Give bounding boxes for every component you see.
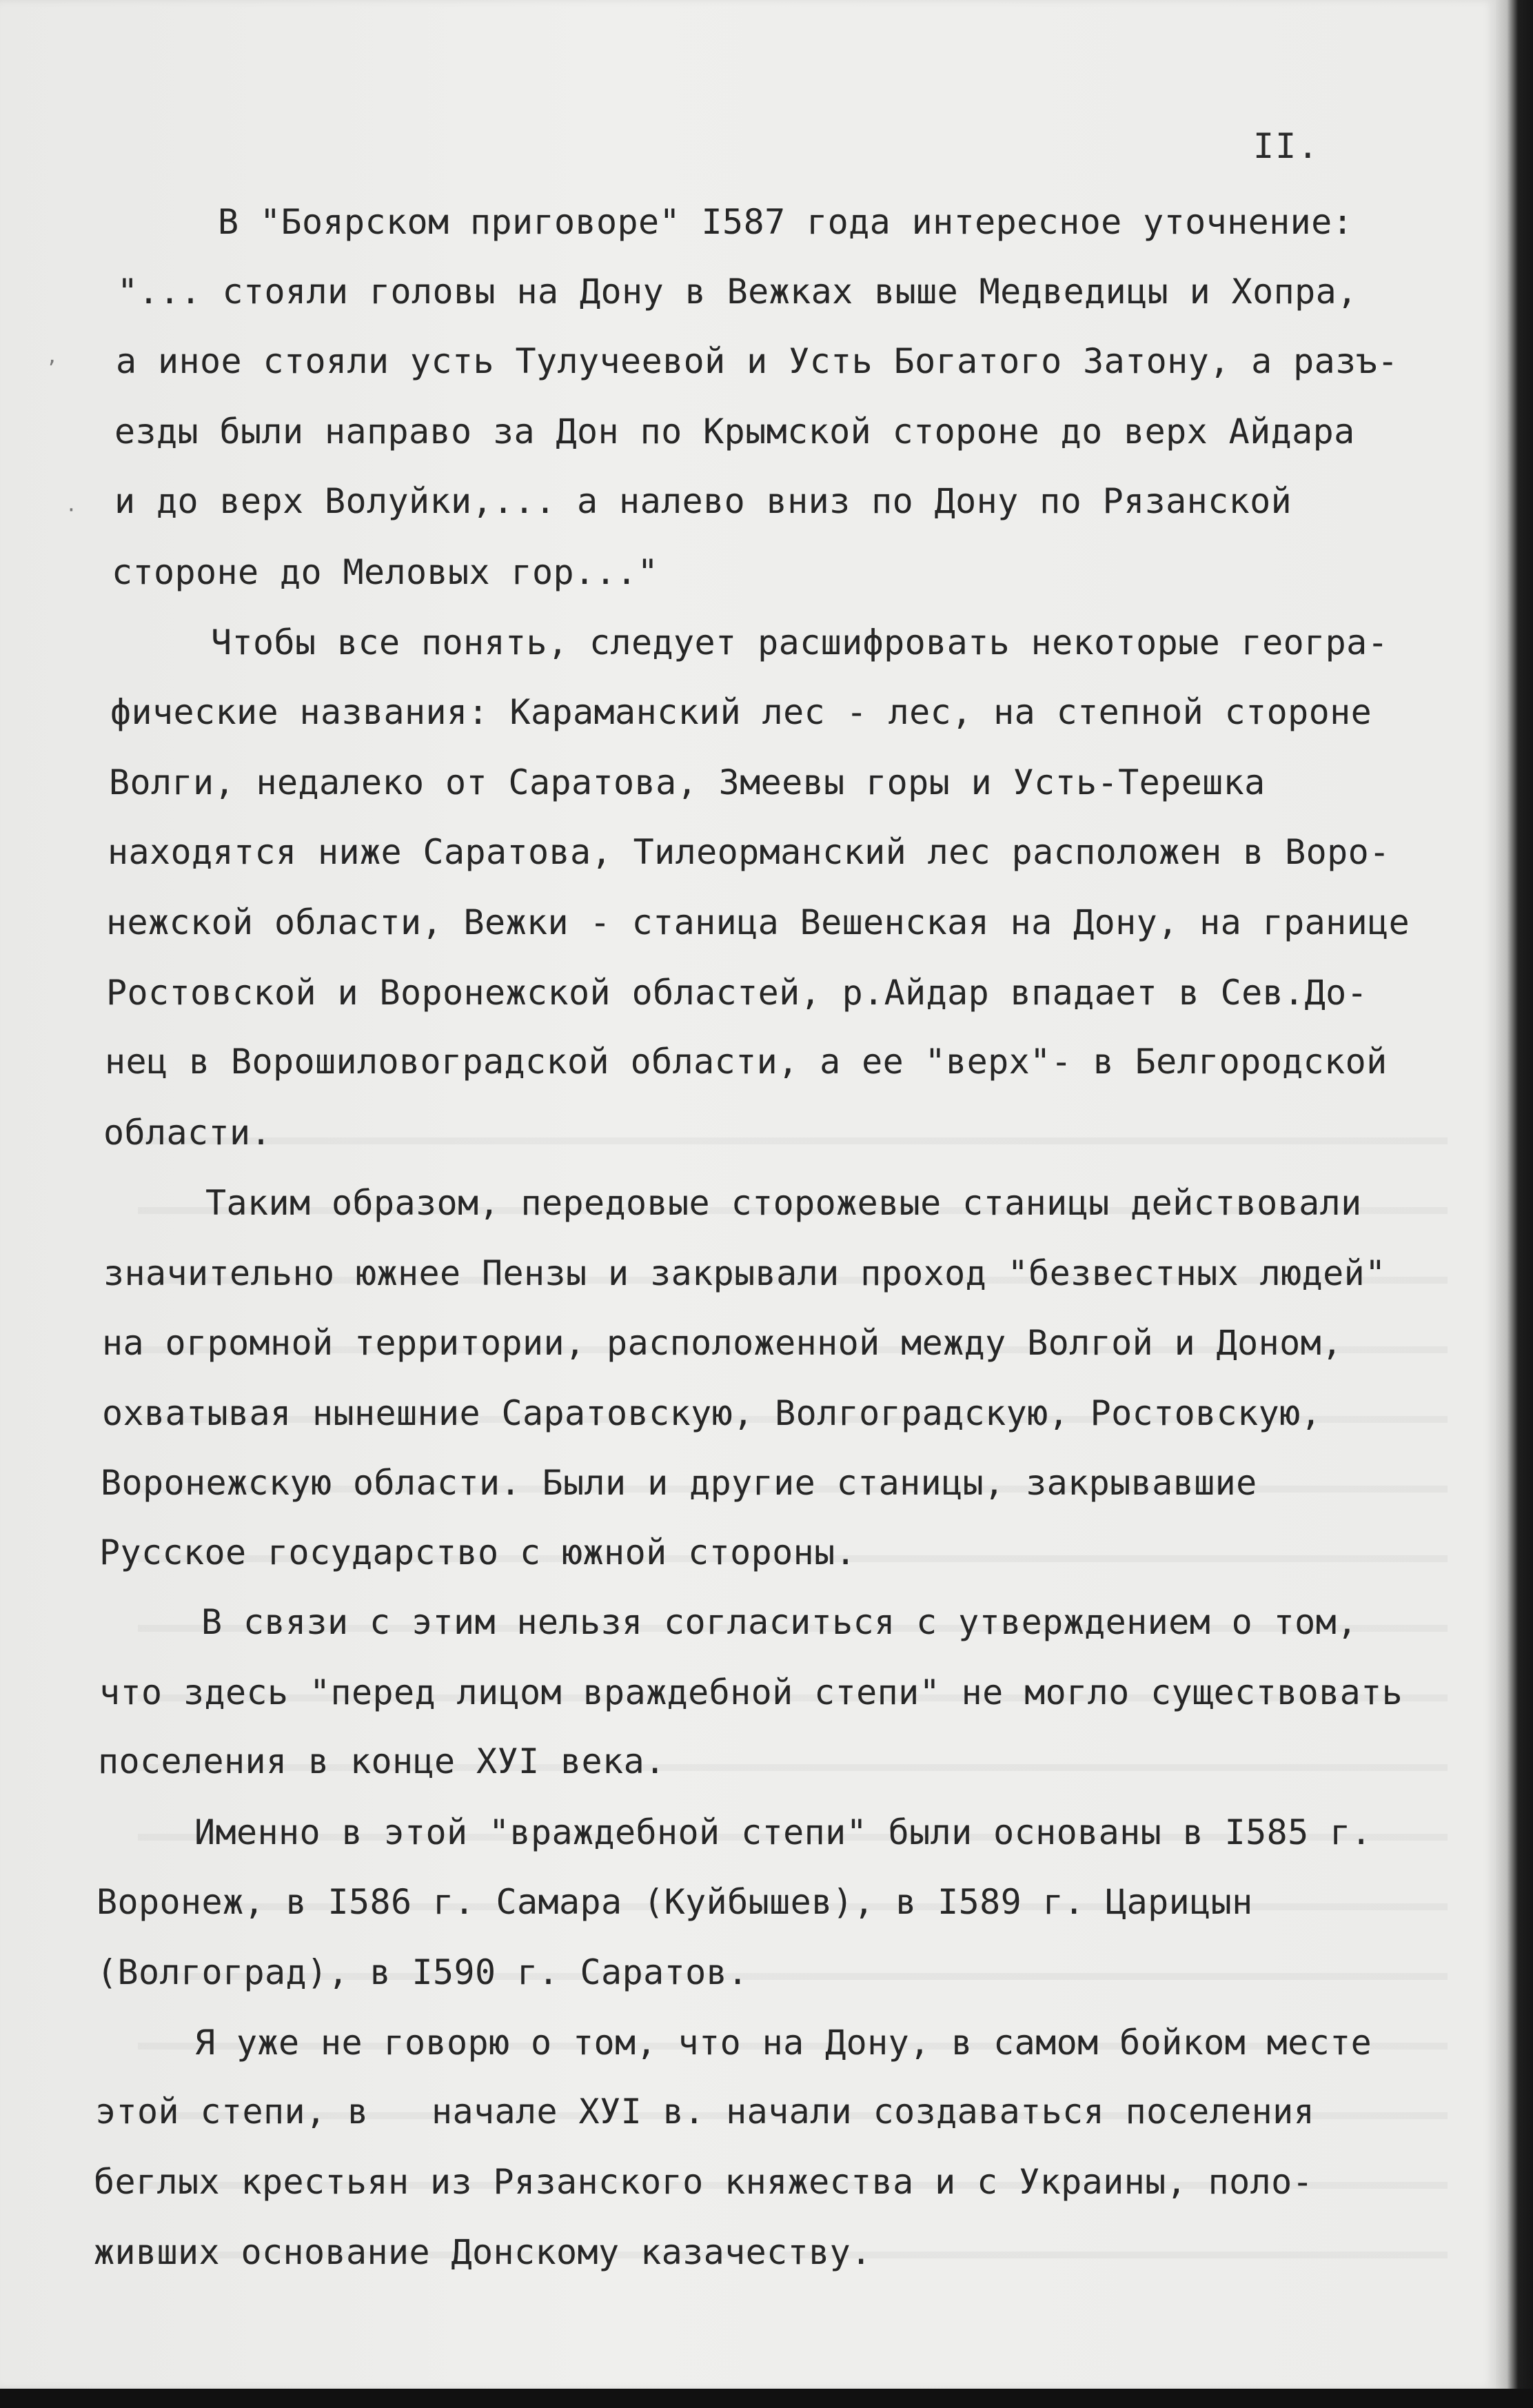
text-line: живших основание Донскому казачеству. — [94, 2232, 872, 2272]
page-number: II. — [1253, 126, 1320, 166]
text-line: "... стояли головы на Дону в Вежках выше Медведицы и Хопра, — [117, 272, 1358, 312]
text-line: находятся ниже Саратова, Тилеорманский лес расположен в Воро- — [108, 832, 1390, 872]
text-line: охватывая нынешние Саратовскую, Волгоградскую, Ростовскую, — [102, 1393, 1322, 1433]
text-line: беглых крестьян из Рязанского княжества и с Украины, поло- — [94, 2162, 1314, 2202]
text-line: а иное стояли усть Тулучеевой и Усть Богатого Затону, а разъ- — [116, 341, 1399, 381]
text-line: Чтобы все понять, следует расшифровать некоторые геогра- — [211, 623, 1389, 662]
text-line: стороне до Меловых гор..." — [112, 552, 659, 592]
text-line: нежской области, Вежки - станица Вешенская на Дону, на границе — [106, 902, 1410, 942]
scan-edge-bottom — [0, 2389, 1533, 2408]
text-line: что здесь "перед лицом враждебной степи" не могло существовать — [99, 1672, 1403, 1712]
text-line: этой степи, в начале ХУI в. начали создаваться поселения — [95, 2092, 1315, 2132]
text-line: поселения в конце ХУI века. — [98, 1741, 666, 1781]
text-line: Именно в этой "враждебной степи" были основаны в I585 г. — [194, 1812, 1372, 1852]
text-line: езды были направо за Дон по Крымской стороне до верх Айдара — [114, 412, 1355, 452]
margin-mark: , — [48, 341, 56, 369]
scan-edge-right — [1496, 0, 1533, 2408]
text-line: Таким образом, передовые сторожевые станицы действовали — [205, 1183, 1362, 1223]
text-line: Воронежскую области. Были и другие станицы, закрывавшие — [101, 1463, 1257, 1503]
text-line: фические названия: Караманский лес - лес, на степной стороне — [110, 692, 1372, 732]
text-line: В связи с этим нельзя согласиться с утверждением о том, — [201, 1602, 1358, 1642]
text-line: нец в Ворошиловоградской области, а ее "верх"- в Белгородской — [105, 1042, 1388, 1082]
text-line: Я уже не говорю о том, что на Дону, в самом бойком месте — [194, 2023, 1372, 2063]
text-line: Волги, недалеко от Саратова, Змеевы горы и Усть-Терешка — [109, 762, 1266, 802]
text-line: (Волгоград), в I590 г. Саратов. — [97, 1952, 749, 1992]
text-line: области. — [103, 1113, 272, 1153]
text-line: Ростовской и Воронежской областей, р.Айдар впадает в Сев.До- — [106, 973, 1368, 1013]
text-line: на огромной территории, расположенной между Волгой и Доном, — [102, 1323, 1343, 1363]
text-line: и до верх Волуйки,... а налево вниз по Дону по Рязанской — [114, 481, 1292, 521]
text-line: значительно южнее Пензы и закрывали проход "безвестных людей" — [103, 1253, 1386, 1293]
margin-dot: · — [68, 496, 75, 524]
text-line: Воронеж, в I586 г. Самара (Куйбышев), в I589 г. Царицын — [97, 1882, 1253, 1922]
text-line: Русское государство с южной стороны. — [99, 1532, 857, 1572]
text-line: В "Боярском приговоре" I587 года интересное уточнение: — [218, 202, 1354, 242]
